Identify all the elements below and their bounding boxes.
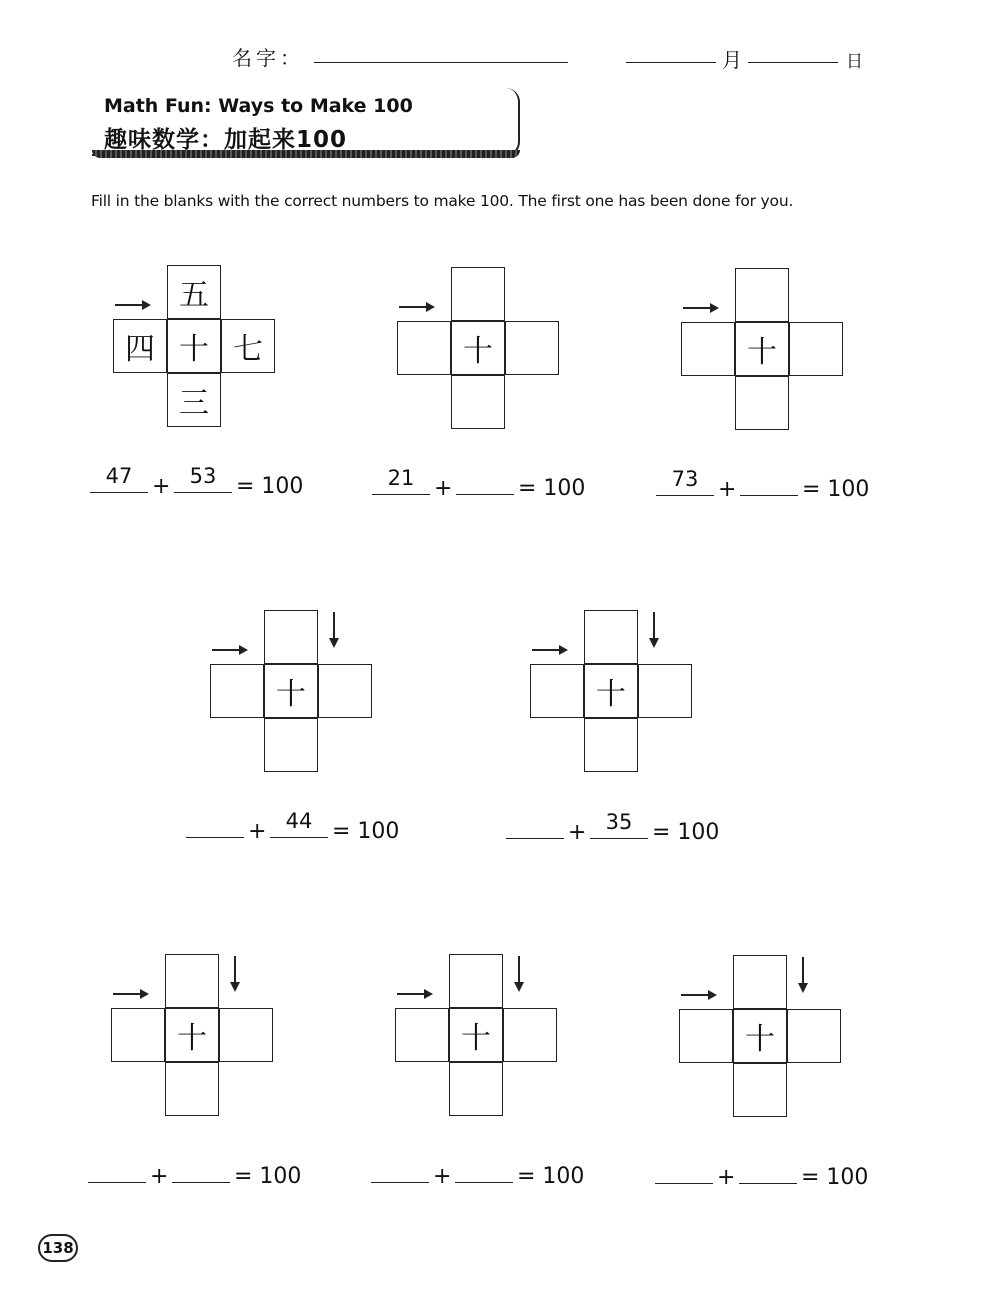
addend1-line[interactable] bbox=[372, 494, 430, 495]
cell-bottom[interactable] bbox=[733, 1063, 787, 1117]
equals-100: = 100 bbox=[652, 820, 720, 845]
addend1-line[interactable] bbox=[90, 492, 148, 493]
cell-right[interactable] bbox=[787, 1009, 841, 1063]
plus-sign: + bbox=[434, 476, 453, 501]
cell-top[interactable] bbox=[165, 954, 219, 1008]
plus-sign: + bbox=[568, 820, 587, 845]
addend1-value: 47 bbox=[105, 464, 133, 488]
name-label: 名字： bbox=[232, 46, 304, 70]
cell-center: 十 bbox=[733, 1009, 787, 1063]
arrow-down-icon bbox=[229, 956, 241, 992]
cell-center: 十 bbox=[584, 664, 638, 718]
addend2-line[interactable] bbox=[456, 494, 514, 495]
arrow-right-icon bbox=[399, 301, 435, 313]
addend1-line[interactable] bbox=[186, 837, 244, 838]
equation bbox=[88, 1152, 308, 1192]
arrow-down-icon bbox=[328, 612, 340, 648]
plus-sign: + bbox=[717, 1165, 736, 1190]
cell-right[interactable] bbox=[503, 1008, 557, 1062]
cell-bottom[interactable] bbox=[451, 375, 505, 429]
equals-100: = 100 bbox=[801, 1165, 869, 1190]
arrow-down-icon bbox=[513, 956, 525, 992]
cell-left[interactable] bbox=[679, 1009, 733, 1063]
cell-left[interactable] bbox=[397, 321, 451, 375]
cell-left[interactable] bbox=[210, 664, 264, 718]
cell-left[interactable] bbox=[681, 322, 735, 376]
cell-right[interactable] bbox=[505, 321, 559, 375]
cell-right[interactable] bbox=[219, 1008, 273, 1062]
arrow-right-icon bbox=[212, 644, 248, 656]
instruction-text: Fill in the blanks with the correct numbers to make 100. The first one has been done for you. bbox=[91, 192, 794, 210]
cell-bottom[interactable] bbox=[165, 1062, 219, 1116]
title-chinese: 趣味数学：加起来100 bbox=[104, 127, 348, 153]
equation bbox=[372, 464, 592, 504]
equation bbox=[186, 807, 406, 847]
equation bbox=[371, 1152, 591, 1192]
cell-bottom[interactable] bbox=[735, 376, 789, 430]
cell-top[interactable] bbox=[451, 267, 505, 321]
addend1-line[interactable] bbox=[656, 495, 714, 496]
equals-100: = 100 bbox=[517, 1164, 585, 1189]
cell-right[interactable] bbox=[638, 664, 692, 718]
arrow-right-icon bbox=[683, 302, 719, 314]
equation bbox=[655, 1153, 875, 1193]
cell-left[interactable] bbox=[395, 1008, 449, 1062]
addend1-value: 73 bbox=[671, 467, 699, 491]
addend1-line[interactable] bbox=[88, 1182, 146, 1183]
plus-sign: + bbox=[433, 1164, 452, 1189]
cell-bottom[interactable] bbox=[584, 718, 638, 772]
addend2-line[interactable] bbox=[590, 838, 648, 839]
cell-bottom[interactable] bbox=[449, 1062, 503, 1116]
cell-top[interactable] bbox=[584, 610, 638, 664]
plus-sign: + bbox=[152, 474, 171, 499]
cell-left[interactable] bbox=[111, 1008, 165, 1062]
equals-100: = 100 bbox=[236, 474, 304, 499]
addend1-value: 21 bbox=[387, 466, 415, 490]
arrow-right-icon bbox=[115, 299, 151, 311]
cell-center: 十 bbox=[264, 664, 318, 718]
cell-top[interactable]: 五 bbox=[167, 265, 221, 319]
arrow-right-icon bbox=[532, 644, 568, 656]
arrow-down-icon bbox=[797, 957, 809, 993]
addend1-line[interactable] bbox=[371, 1182, 429, 1183]
addend2-line[interactable] bbox=[740, 495, 798, 496]
cell-center: 十 bbox=[167, 319, 221, 373]
cell-center: 十 bbox=[735, 322, 789, 376]
page-number: 138 bbox=[38, 1234, 78, 1262]
addend1-line[interactable] bbox=[506, 838, 564, 839]
addend2-line[interactable] bbox=[739, 1183, 797, 1184]
equals-100: = 100 bbox=[802, 477, 870, 502]
addend2-value: 44 bbox=[285, 809, 313, 833]
day-field[interactable] bbox=[748, 62, 838, 63]
addend2-line[interactable] bbox=[270, 837, 328, 838]
name-field[interactable] bbox=[314, 62, 568, 63]
cell-center: 十 bbox=[165, 1008, 219, 1062]
cell-right[interactable] bbox=[318, 664, 372, 718]
addend2-value: 53 bbox=[189, 464, 217, 488]
cell-center: 十 bbox=[451, 321, 505, 375]
arrow-down-icon bbox=[648, 612, 660, 648]
cell-top[interactable] bbox=[733, 955, 787, 1009]
month-field[interactable] bbox=[626, 62, 716, 63]
cell-center: 十 bbox=[449, 1008, 503, 1062]
cell-right[interactable]: 七 bbox=[221, 319, 275, 373]
arrow-right-icon bbox=[681, 989, 717, 1001]
cell-bottom[interactable]: 三 bbox=[167, 373, 221, 427]
addend1-line[interactable] bbox=[655, 1183, 713, 1184]
addend2-line[interactable] bbox=[455, 1182, 513, 1183]
plus-sign: + bbox=[150, 1164, 169, 1189]
equation bbox=[90, 462, 310, 502]
equals-100: = 100 bbox=[518, 476, 586, 501]
equation bbox=[656, 465, 876, 505]
plus-sign: + bbox=[248, 819, 267, 844]
plus-sign: + bbox=[718, 477, 737, 502]
month-label: 月 bbox=[722, 48, 746, 72]
addend2-line[interactable] bbox=[172, 1182, 230, 1183]
title-english: Math Fun: Ways to Make 100 bbox=[104, 95, 413, 117]
cell-top[interactable] bbox=[449, 954, 503, 1008]
cell-bottom[interactable] bbox=[264, 718, 318, 772]
addend2-line[interactable] bbox=[174, 492, 232, 493]
arrow-right-icon bbox=[397, 988, 433, 1000]
cell-left[interactable]: 四 bbox=[113, 319, 167, 373]
cell-right[interactable] bbox=[789, 322, 843, 376]
cell-left[interactable] bbox=[530, 664, 584, 718]
equation bbox=[506, 808, 726, 848]
cell-top[interactable] bbox=[735, 268, 789, 322]
cell-top[interactable] bbox=[264, 610, 318, 664]
arrow-right-icon bbox=[113, 988, 149, 1000]
equals-100: = 100 bbox=[332, 819, 400, 844]
equals-100: = 100 bbox=[234, 1164, 302, 1189]
addend2-value: 35 bbox=[605, 810, 633, 834]
day-label: 日 bbox=[846, 52, 863, 72]
